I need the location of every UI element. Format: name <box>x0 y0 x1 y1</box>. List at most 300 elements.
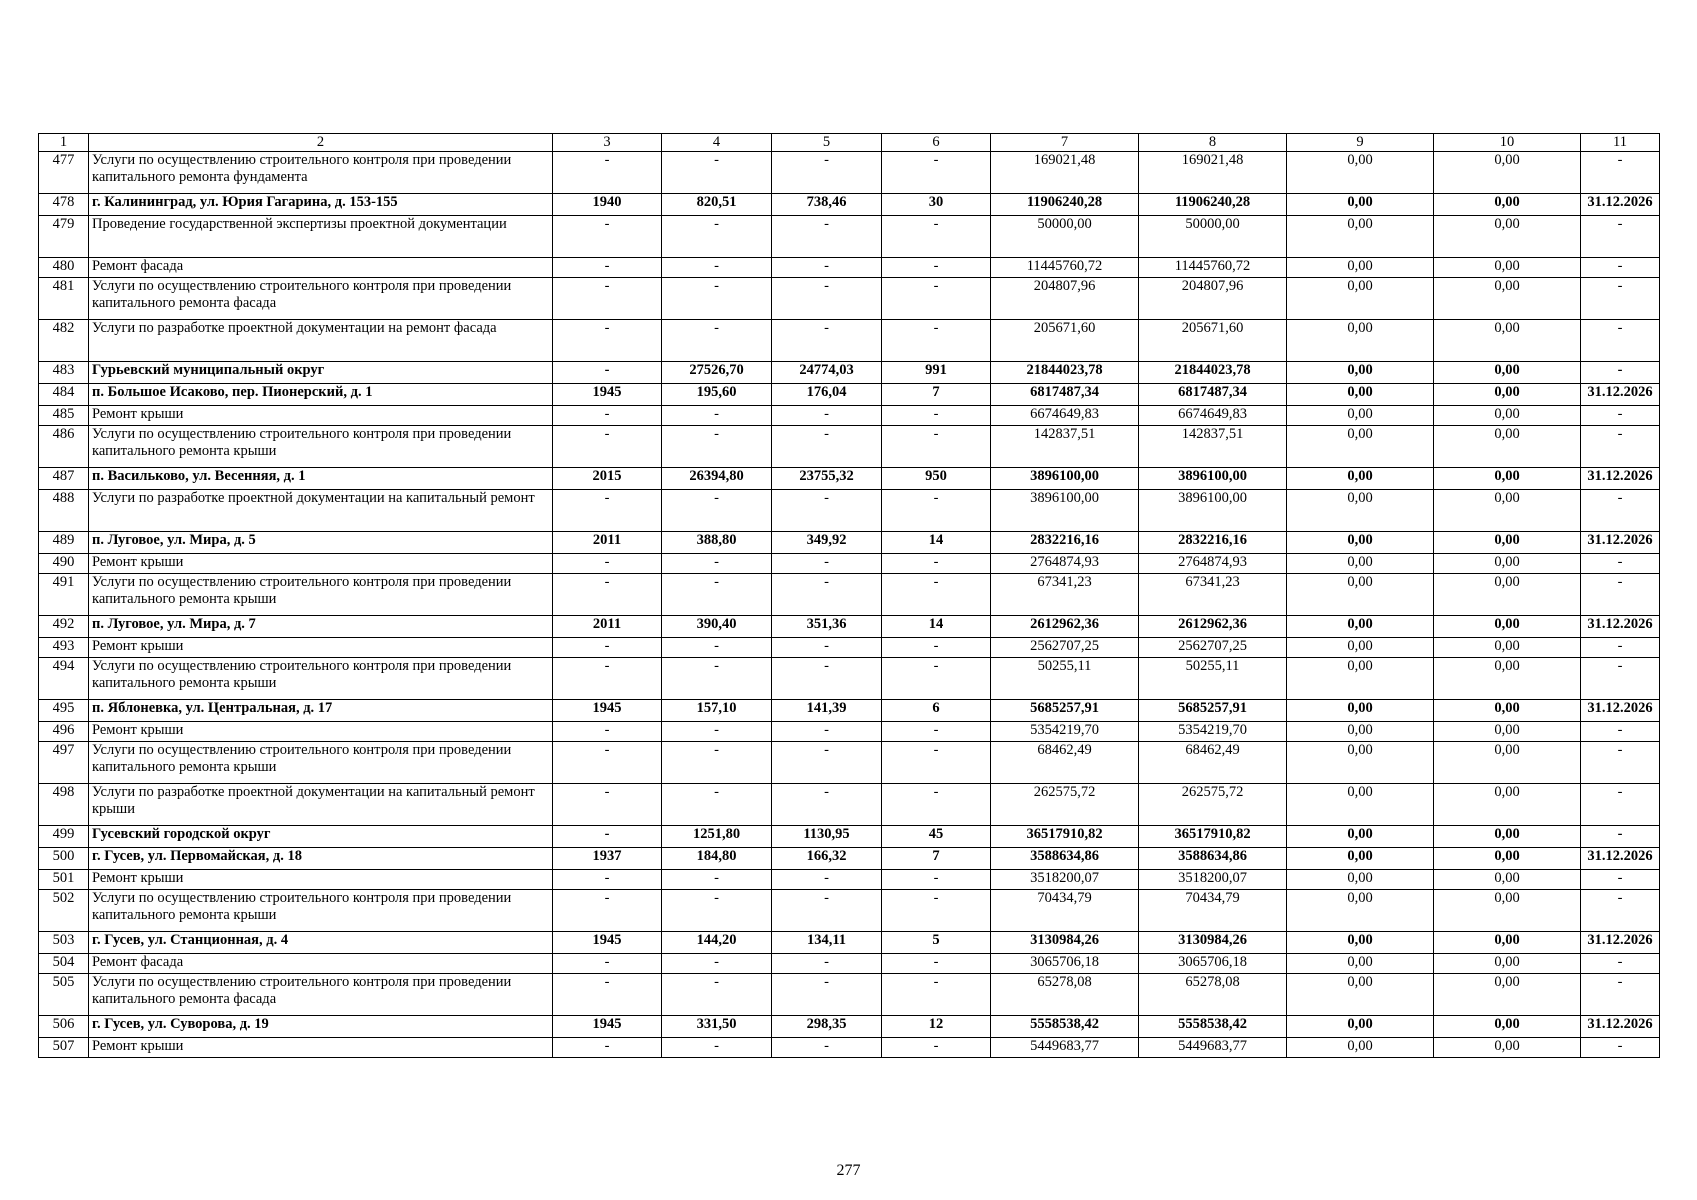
cost-total-cell: 21844023,78 <box>991 362 1139 384</box>
completion-date-cell: - <box>1581 890 1660 932</box>
residents-count-cell: - <box>882 658 991 700</box>
cost-total-cell: 2562707,25 <box>991 638 1139 658</box>
description-cell: Гурьевский муниципальный округ <box>89 362 553 384</box>
year-cell: - <box>553 152 662 194</box>
year-cell: - <box>553 638 662 658</box>
description-cell: Ремонт фасада <box>89 258 553 278</box>
completion-date-cell: - <box>1581 638 1660 658</box>
area-living-cell: - <box>772 574 882 616</box>
cost-fund-cell: 262575,72 <box>1139 784 1287 826</box>
residents-count-cell: - <box>882 1038 991 1058</box>
description-cell: п. Луговое, ул. Мира, д. 7 <box>89 616 553 638</box>
completion-date-cell: - <box>1581 722 1660 742</box>
cost-budget-cell: 0,00 <box>1287 974 1434 1016</box>
cost-total-cell: 3588634,86 <box>991 848 1139 870</box>
cost-budget-cell: 0,00 <box>1287 532 1434 554</box>
area-living-cell: 134,11 <box>772 932 882 954</box>
residents-count-cell: - <box>882 954 991 974</box>
residents-count-cell: - <box>882 784 991 826</box>
row-number-cell: 478 <box>39 194 89 216</box>
cost-total-cell: 3896100,00 <box>991 468 1139 490</box>
completion-date-cell: - <box>1581 658 1660 700</box>
area-living-cell: 176,04 <box>772 384 882 406</box>
table-row <box>39 870 1660 890</box>
area-total-cell: - <box>662 870 772 890</box>
year-cell: - <box>553 954 662 974</box>
residents-count-cell: - <box>882 152 991 194</box>
completion-date-cell: 31.12.2026 <box>1581 384 1660 406</box>
completion-date-cell: 31.12.2026 <box>1581 848 1660 870</box>
cost-other-cell: 0,00 <box>1434 554 1581 574</box>
area-total-cell: - <box>662 278 772 320</box>
cost-fund-cell: 5354219,70 <box>1139 722 1287 742</box>
cost-fund-cell: 5558538,42 <box>1139 1016 1287 1038</box>
works-table <box>38 133 1660 1058</box>
cost-fund-cell: 3065706,18 <box>1139 954 1287 974</box>
cost-total-cell: 205671,60 <box>991 320 1139 362</box>
column-header: 5 <box>772 134 882 152</box>
completion-date-cell: 31.12.2026 <box>1581 1016 1660 1038</box>
cost-fund-cell: 2612962,36 <box>1139 616 1287 638</box>
cost-other-cell: 0,00 <box>1434 638 1581 658</box>
residents-count-cell: - <box>882 278 991 320</box>
table-row <box>39 532 1660 554</box>
completion-date-cell: - <box>1581 974 1660 1016</box>
row-number-cell: 486 <box>39 426 89 468</box>
cost-total-cell: 5354219,70 <box>991 722 1139 742</box>
completion-date-cell: - <box>1581 1038 1660 1058</box>
table-row <box>39 320 1660 362</box>
cost-fund-cell: 3896100,00 <box>1139 468 1287 490</box>
cost-total-cell: 204807,96 <box>991 278 1139 320</box>
table-row <box>39 574 1660 616</box>
row-number-cell: 490 <box>39 554 89 574</box>
area-living-cell: 1130,95 <box>772 826 882 848</box>
area-living-cell: - <box>772 1038 882 1058</box>
column-header: 2 <box>89 134 553 152</box>
completion-date-cell: 31.12.2026 <box>1581 616 1660 638</box>
cost-total-cell: 3518200,07 <box>991 870 1139 890</box>
table-row <box>39 826 1660 848</box>
year-cell: 1945 <box>553 932 662 954</box>
year-cell: 1940 <box>553 194 662 216</box>
area-total-cell: 331,50 <box>662 1016 772 1038</box>
year-cell: - <box>553 216 662 258</box>
cost-other-cell: 0,00 <box>1434 426 1581 468</box>
year-cell: - <box>553 658 662 700</box>
row-number-cell: 498 <box>39 784 89 826</box>
year-cell: 1945 <box>553 384 662 406</box>
row-number-cell: 481 <box>39 278 89 320</box>
residents-count-cell: 14 <box>882 616 991 638</box>
table-row <box>39 638 1660 658</box>
area-living-cell: - <box>772 974 882 1016</box>
cost-budget-cell: 0,00 <box>1287 1038 1434 1058</box>
cost-fund-cell: 68462,49 <box>1139 742 1287 784</box>
area-total-cell: - <box>662 216 772 258</box>
area-total-cell: - <box>662 742 772 784</box>
cost-fund-cell: 5685257,91 <box>1139 700 1287 722</box>
residents-count-cell: - <box>882 638 991 658</box>
cost-other-cell: 0,00 <box>1434 700 1581 722</box>
residents-count-cell: 950 <box>882 468 991 490</box>
area-living-cell: - <box>772 320 882 362</box>
completion-date-cell: - <box>1581 554 1660 574</box>
cost-fund-cell: 6817487,34 <box>1139 384 1287 406</box>
year-cell: - <box>553 320 662 362</box>
cost-total-cell: 169021,48 <box>991 152 1139 194</box>
cost-budget-cell: 0,00 <box>1287 890 1434 932</box>
cost-other-cell: 0,00 <box>1434 216 1581 258</box>
area-total-cell: - <box>662 1038 772 1058</box>
table-row <box>39 384 1660 406</box>
description-cell: Услуги по осуществлению строительного контроля при проведении капитального ремонта крыши <box>89 426 553 468</box>
row-number-cell: 496 <box>39 722 89 742</box>
year-cell: - <box>553 258 662 278</box>
area-total-cell: 1251,80 <box>662 826 772 848</box>
year-cell: - <box>553 574 662 616</box>
description-cell: п. Васильково, ул. Весенняя, д. 1 <box>89 468 553 490</box>
residents-count-cell: - <box>882 722 991 742</box>
year-cell: - <box>553 742 662 784</box>
row-number-cell: 482 <box>39 320 89 362</box>
row-number-cell: 497 <box>39 742 89 784</box>
cost-other-cell: 0,00 <box>1434 258 1581 278</box>
row-number-cell: 506 <box>39 1016 89 1038</box>
residents-count-cell: - <box>882 742 991 784</box>
row-number-cell: 477 <box>39 152 89 194</box>
area-total-cell: - <box>662 406 772 426</box>
cost-budget-cell: 0,00 <box>1287 1016 1434 1038</box>
description-cell: п. Луговое, ул. Мира, д. 5 <box>89 532 553 554</box>
column-header: 9 <box>1287 134 1434 152</box>
cost-budget-cell: 0,00 <box>1287 426 1434 468</box>
cost-budget-cell: 0,00 <box>1287 722 1434 742</box>
cost-fund-cell: 3896100,00 <box>1139 490 1287 532</box>
table-row <box>39 406 1660 426</box>
residents-count-cell: - <box>882 574 991 616</box>
cost-fund-cell: 2562707,25 <box>1139 638 1287 658</box>
description-cell: Услуги по осуществлению строительного контроля при проведении капитального ремонта крыши <box>89 890 553 932</box>
area-living-cell: - <box>772 658 882 700</box>
cost-other-cell: 0,00 <box>1434 742 1581 784</box>
year-cell: 2011 <box>553 532 662 554</box>
description-cell: Ремонт крыши <box>89 406 553 426</box>
area-living-cell: - <box>772 258 882 278</box>
description-cell: Ремонт крыши <box>89 554 553 574</box>
completion-date-cell: 31.12.2026 <box>1581 532 1660 554</box>
area-living-cell: - <box>772 426 882 468</box>
year-cell: 1945 <box>553 1016 662 1038</box>
description-cell: Услуги по разработке проектной документации на капитальный ремонт крыши <box>89 784 553 826</box>
description-cell: Проведение государственной экспертизы проектной документации <box>89 216 553 258</box>
cost-budget-cell: 0,00 <box>1287 258 1434 278</box>
row-number-cell: 493 <box>39 638 89 658</box>
cost-fund-cell: 11906240,28 <box>1139 194 1287 216</box>
cost-total-cell: 6674649,83 <box>991 406 1139 426</box>
description-cell: Услуги по разработке проектной документации на капитальный ремонт <box>89 490 553 532</box>
cost-fund-cell: 2832216,16 <box>1139 532 1287 554</box>
cost-fund-cell: 50000,00 <box>1139 216 1287 258</box>
completion-date-cell: - <box>1581 216 1660 258</box>
area-total-cell: 27526,70 <box>662 362 772 384</box>
description-cell: г. Гусев, ул. Первомайская, д. 18 <box>89 848 553 870</box>
area-total-cell: - <box>662 974 772 1016</box>
completion-date-cell: - <box>1581 426 1660 468</box>
cost-budget-cell: 0,00 <box>1287 490 1434 532</box>
area-living-cell: - <box>772 954 882 974</box>
residents-count-cell: - <box>882 554 991 574</box>
area-living-cell: - <box>772 554 882 574</box>
cost-budget-cell: 0,00 <box>1287 954 1434 974</box>
table-row <box>39 1016 1660 1038</box>
area-total-cell: - <box>662 426 772 468</box>
description-cell: Услуги по осуществлению строительного контроля при проведении капитального ремонта фасада <box>89 974 553 1016</box>
area-total-cell: - <box>662 638 772 658</box>
description-cell: п. Большое Исаково, пер. Пионерский, д. 1 <box>89 384 553 406</box>
area-living-cell: - <box>772 490 882 532</box>
table-row <box>39 426 1660 468</box>
table-row <box>39 616 1660 638</box>
cost-other-cell: 0,00 <box>1434 1038 1581 1058</box>
completion-date-cell: - <box>1581 870 1660 890</box>
cost-total-cell: 70434,79 <box>991 890 1139 932</box>
cost-other-cell: 0,00 <box>1434 1016 1581 1038</box>
cost-total-cell: 36517910,82 <box>991 826 1139 848</box>
area-total-cell: 144,20 <box>662 932 772 954</box>
area-living-cell: 298,35 <box>772 1016 882 1038</box>
completion-date-cell: 31.12.2026 <box>1581 468 1660 490</box>
cost-total-cell: 67341,23 <box>991 574 1139 616</box>
description-cell: Ремонт крыши <box>89 638 553 658</box>
cost-other-cell: 0,00 <box>1434 616 1581 638</box>
cost-budget-cell: 0,00 <box>1287 932 1434 954</box>
table-row <box>39 554 1660 574</box>
column-header: 6 <box>882 134 991 152</box>
cost-total-cell: 3896100,00 <box>991 490 1139 532</box>
row-number-cell: 483 <box>39 362 89 384</box>
year-cell: - <box>553 554 662 574</box>
area-total-cell: 195,60 <box>662 384 772 406</box>
area-total-cell: - <box>662 490 772 532</box>
table-row <box>39 932 1660 954</box>
year-cell: - <box>553 1038 662 1058</box>
cost-total-cell: 2832216,16 <box>991 532 1139 554</box>
area-total-cell: - <box>662 574 772 616</box>
cost-other-cell: 0,00 <box>1434 384 1581 406</box>
cost-budget-cell: 0,00 <box>1287 406 1434 426</box>
cost-total-cell: 142837,51 <box>991 426 1139 468</box>
table-header <box>39 134 1660 152</box>
cost-other-cell: 0,00 <box>1434 532 1581 554</box>
cost-fund-cell: 5449683,77 <box>1139 1038 1287 1058</box>
completion-date-cell: 31.12.2026 <box>1581 932 1660 954</box>
row-number-cell: 485 <box>39 406 89 426</box>
row-number-cell: 484 <box>39 384 89 406</box>
area-living-cell: - <box>772 406 882 426</box>
cost-fund-cell: 36517910,82 <box>1139 826 1287 848</box>
year-cell: - <box>553 278 662 320</box>
description-cell: Услуги по разработке проектной документации на ремонт фасада <box>89 320 553 362</box>
year-cell: - <box>553 490 662 532</box>
cost-other-cell: 0,00 <box>1434 468 1581 490</box>
completion-date-cell: 31.12.2026 <box>1581 194 1660 216</box>
row-number-cell: 489 <box>39 532 89 554</box>
cost-budget-cell: 0,00 <box>1287 870 1434 890</box>
column-header: 3 <box>553 134 662 152</box>
row-number-cell: 507 <box>39 1038 89 1058</box>
column-header: 8 <box>1139 134 1287 152</box>
cost-total-cell: 11906240,28 <box>991 194 1139 216</box>
cost-other-cell: 0,00 <box>1434 974 1581 1016</box>
description-cell: Ремонт крыши <box>89 722 553 742</box>
area-living-cell: 351,36 <box>772 616 882 638</box>
area-total-cell: - <box>662 784 772 826</box>
table-row <box>39 490 1660 532</box>
residents-count-cell: - <box>882 974 991 1016</box>
cost-other-cell: 0,00 <box>1434 848 1581 870</box>
column-header: 4 <box>662 134 772 152</box>
residents-count-cell: 6 <box>882 700 991 722</box>
year-cell: - <box>553 722 662 742</box>
cost-other-cell: 0,00 <box>1434 194 1581 216</box>
area-living-cell: - <box>772 722 882 742</box>
table-row <box>39 658 1660 700</box>
area-living-cell: - <box>772 278 882 320</box>
cost-other-cell: 0,00 <box>1434 278 1581 320</box>
row-number-cell: 499 <box>39 826 89 848</box>
cost-fund-cell: 6674649,83 <box>1139 406 1287 426</box>
cost-total-cell: 2612962,36 <box>991 616 1139 638</box>
area-living-cell: - <box>772 152 882 194</box>
area-total-cell: 390,40 <box>662 616 772 638</box>
table-row <box>39 468 1660 490</box>
completion-date-cell: - <box>1581 574 1660 616</box>
cost-total-cell: 2764874,93 <box>991 554 1139 574</box>
cost-other-cell: 0,00 <box>1434 362 1581 384</box>
row-number-cell: 505 <box>39 974 89 1016</box>
area-total-cell: 820,51 <box>662 194 772 216</box>
cost-other-cell: 0,00 <box>1434 406 1581 426</box>
year-cell: - <box>553 426 662 468</box>
area-living-cell: 738,46 <box>772 194 882 216</box>
cost-budget-cell: 0,00 <box>1287 384 1434 406</box>
year-cell: - <box>553 826 662 848</box>
description-cell: Услуги по осуществлению строительного контроля при проведении капитального ремонта фасада <box>89 278 553 320</box>
completion-date-cell: - <box>1581 406 1660 426</box>
residents-count-cell: - <box>882 870 991 890</box>
residents-count-cell: - <box>882 426 991 468</box>
completion-date-cell: - <box>1581 826 1660 848</box>
year-cell: 1945 <box>553 700 662 722</box>
year-cell: 1937 <box>553 848 662 870</box>
residents-count-cell: 30 <box>882 194 991 216</box>
table-row <box>39 890 1660 932</box>
cost-budget-cell: 0,00 <box>1287 742 1434 784</box>
cost-fund-cell: 65278,08 <box>1139 974 1287 1016</box>
residents-count-cell: 991 <box>882 362 991 384</box>
cost-other-cell: 0,00 <box>1434 826 1581 848</box>
table-row <box>39 722 1660 742</box>
residents-count-cell: - <box>882 490 991 532</box>
cost-budget-cell: 0,00 <box>1287 320 1434 362</box>
cost-budget-cell: 0,00 <box>1287 468 1434 490</box>
cost-other-cell: 0,00 <box>1434 574 1581 616</box>
year-cell: - <box>553 974 662 1016</box>
completion-date-cell: - <box>1581 258 1660 278</box>
table-row <box>39 1038 1660 1058</box>
cost-other-cell: 0,00 <box>1434 152 1581 194</box>
table-row <box>39 216 1660 258</box>
cost-fund-cell: 205671,60 <box>1139 320 1287 362</box>
cost-other-cell: 0,00 <box>1434 658 1581 700</box>
area-total-cell: - <box>662 722 772 742</box>
area-total-cell: - <box>662 954 772 974</box>
residents-count-cell: 5 <box>882 932 991 954</box>
completion-date-cell: - <box>1581 320 1660 362</box>
cost-fund-cell: 142837,51 <box>1139 426 1287 468</box>
description-cell: Услуги по осуществлению строительного контроля при проведении капитального ремонта крыши <box>89 658 553 700</box>
table-row <box>39 974 1660 1016</box>
cost-fund-cell: 169021,48 <box>1139 152 1287 194</box>
description-cell: Услуги по осуществлению строительного контроля при проведении капитального ремонта крыши <box>89 742 553 784</box>
area-living-cell: - <box>772 638 882 658</box>
year-cell: - <box>553 870 662 890</box>
residents-count-cell: 7 <box>882 384 991 406</box>
year-cell: - <box>553 406 662 426</box>
completion-date-cell: - <box>1581 362 1660 384</box>
cost-budget-cell: 0,00 <box>1287 152 1434 194</box>
cost-other-cell: 0,00 <box>1434 490 1581 532</box>
cost-budget-cell: 0,00 <box>1287 826 1434 848</box>
cost-fund-cell: 3130984,26 <box>1139 932 1287 954</box>
cost-fund-cell: 70434,79 <box>1139 890 1287 932</box>
page-number: 277 <box>836 1162 861 1179</box>
cost-budget-cell: 0,00 <box>1287 658 1434 700</box>
row-number-cell: 491 <box>39 574 89 616</box>
cost-budget-cell: 0,00 <box>1287 574 1434 616</box>
cost-fund-cell: 50255,11 <box>1139 658 1287 700</box>
cost-other-cell: 0,00 <box>1434 722 1581 742</box>
row-number-cell: 500 <box>39 848 89 870</box>
row-number-cell: 503 <box>39 932 89 954</box>
area-living-cell: 166,32 <box>772 848 882 870</box>
area-total-cell: - <box>662 320 772 362</box>
row-number-cell: 502 <box>39 890 89 932</box>
area-total-cell: 26394,80 <box>662 468 772 490</box>
area-total-cell: 184,80 <box>662 848 772 870</box>
area-total-cell: 388,80 <box>662 532 772 554</box>
residents-count-cell: - <box>882 406 991 426</box>
cost-other-cell: 0,00 <box>1434 954 1581 974</box>
table-row <box>39 362 1660 384</box>
cost-budget-cell: 0,00 <box>1287 278 1434 320</box>
cost-budget-cell: 0,00 <box>1287 848 1434 870</box>
year-cell: - <box>553 784 662 826</box>
cost-budget-cell: 0,00 <box>1287 216 1434 258</box>
area-living-cell: - <box>772 870 882 890</box>
area-total-cell: - <box>662 258 772 278</box>
area-living-cell: 141,39 <box>772 700 882 722</box>
row-number-cell: 501 <box>39 870 89 890</box>
completion-date-cell: - <box>1581 490 1660 532</box>
column-header: 11 <box>1581 134 1660 152</box>
row-number-cell: 479 <box>39 216 89 258</box>
residents-count-cell: - <box>882 320 991 362</box>
cost-total-cell: 50000,00 <box>991 216 1139 258</box>
row-number-cell: 487 <box>39 468 89 490</box>
cost-total-cell: 5449683,77 <box>991 1038 1139 1058</box>
